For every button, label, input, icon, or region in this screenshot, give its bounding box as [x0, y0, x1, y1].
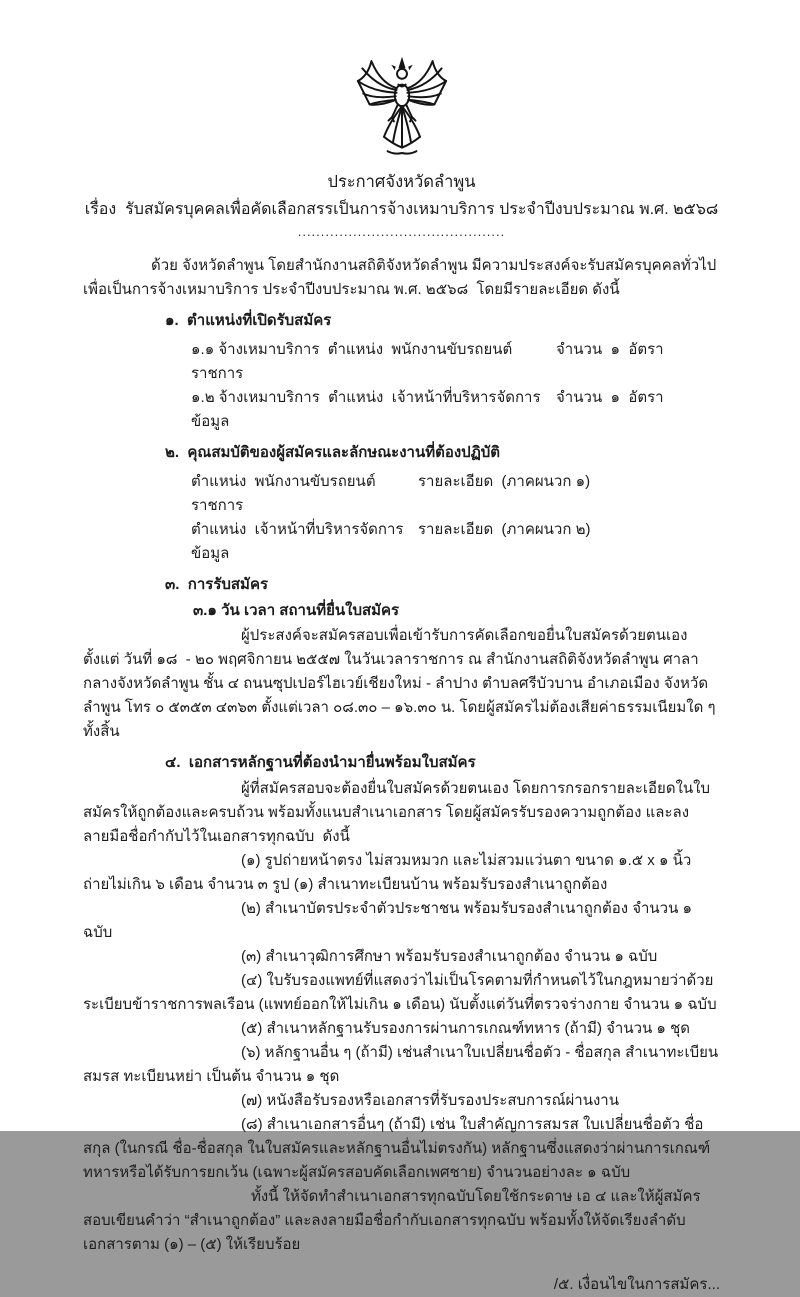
- qualification-position: ตำแหน่ง พนักงานขับรถยนต์ราชการ: [191, 473, 376, 514]
- section-1-items: [83, 338, 720, 434]
- emblem-container: [83, 0, 720, 164]
- subject-line: เรื่อง รับสมัครบุคคลเพื่อคัดเลือกสรรเป็นการจ้างเหมาบริการ ประจำปีงบประมาณ พ.ศ. ๒๕๖๘: [84, 201, 719, 218]
- qualification-position: ตำแหน่ง เจ้าหน้าที่บริหารจัดการข้อมูล: [191, 521, 404, 562]
- position-item-count: จำนวน ๑ อัตรา: [556, 341, 664, 358]
- qualification-row: [191, 470, 720, 518]
- title-block: [83, 170, 720, 240]
- document-body: [83, 254, 720, 1297]
- document-item-2: (๒) สำเนาบัตรประจำตัวประชาชน พร้อมรับรองสำเนาถูกต้อง จำนวน ๑ ฉบับ: [83, 900, 697, 941]
- garuda-emblem-icon: [348, 52, 456, 164]
- section-3-heading: ๓. การรับสมัคร: [165, 576, 269, 593]
- section-2-heading: ๒. คุณสมบัติของผู้สมัครและลักษณะงานที่ต้องปฏิบัติ: [165, 444, 501, 461]
- document-item-7: (๗) หนังสือรับรองหรือเอกสารที่รับรองประสบการณ์ผ่านงาน: [241, 1092, 619, 1109]
- intro-paragraph: ด้วย จังหวัดลำพูน โดยสำนักงานสถิติจังหวัดลำพูน มีความประสงค์จะรับสมัครบุคคลทั่วไป เพื่อเป็นการจ้างเหมาบริการ ประจำปีงบประมาณ พ.ศ. ๒๕๖๘ โดยมีรายละเอียด ดังนี้: [83, 257, 721, 298]
- document-item-3: (๓) สำเนาวุฒิการศึกษา พร้อมรับรองสำเนาถูกต้อง จำนวน ๑ ฉบับ: [241, 948, 658, 965]
- qualification-row: [191, 518, 720, 566]
- position-item: [191, 386, 720, 434]
- position-item-count: จำนวน ๑ อัตรา: [556, 389, 664, 406]
- continuation-note: /๕. เงื่อนไขในการสมัคร...: [553, 1276, 720, 1293]
- position-item-label: ๑.๑ จ้างเหมาบริการ ตำแหน่ง พนักงานขับรถยนต์ราชการ: [191, 341, 513, 382]
- section-2-rows: [83, 470, 720, 566]
- document-item-4: (๔) ใบรับรองแพทย์ที่แสดงว่าไม่เป็นโรคตามที่กำหนดไว้ในกฎหมายว่าด้วยระเบียบข้าราชการพลเรือน (แพทย์ออกให้ไม่เกิน ๑ เดือน) นับตั้งแต่วันที่ตรวจร่างกาย จำนวน ๑ ฉบับ: [83, 972, 717, 1013]
- section-1-heading: ๑. ตำแหน่งที่เปิดรับสมัคร: [165, 312, 332, 329]
- closing-instruction-paragraph: ทั้งนี้ ให้จัดทำสำเนาเอกสารทุกฉบับโดยใช้กระดาษ เอ ๔ และให้ผู้สมัครสอบเขียนคำว่า “สำเนาถูกต้อง” และลงลายมือชื่อกำกับเอกสารทุกฉบับ พร้อมทั้งให้จัดเรียงลำดับเอกสารตาม (๑) – (๕) ให้เรียบร้อย: [83, 1188, 701, 1253]
- qualification-detail: รายละเอียด (ภาคผนวก ๒): [418, 521, 591, 538]
- document-item-1: (๑) รูปถ่ายหน้าตรง ไม่สวมหมวก และไม่สวมแว่นตา ขนาด ๑.๕ x ๑ นิ้ว ถ่ายไม่เกิน ๖ เดือน จำนวน ๓ รูป (๑) สำเนาทะเบียนบ้าน พร้อมรับรองสำเนาถูกต้อง: [83, 852, 696, 893]
- application-details-paragraph: ผู้ประสงค์จะสมัครสอบเพื่อเข้ารับการคัดเลือกขอยื่นใบสมัครด้วยตนเอง ตั้งแต่ วันที่ ๑๘ - ๒๐ พฤศจิกายน ๒๕๕๗ ในวันเวลาราชการ ณ สำนักงานสถิติจังหวัดลำพูน ศาลากลางจังหวัดลำพูน ชั้น ๔ ถนนซุปเปอร์ไฮเวย์เชียงใหม่ - ลำปาง ตำบลศรีบัวบาน อำเภอเมือง จังหวัดลำพูน โทร ๐ ๕๓๕๓ ๔๓๖๓ ตั้งแต่เวลา ๐๘.๓๐ – ๑๖.๓๐ น. โดยผู้สมัครไม่ต้องเสียค่าธรรมเนียมใด ๆ ทั้งสิ้น: [83, 627, 720, 740]
- position-item-label: ๑.๒ จ้างเหมาบริการ ตำแหน่ง เจ้าหน้าที่บริหารจัดการข้อมูล: [191, 389, 541, 430]
- qualification-detail: รายละเอียด (ภาคผนวก ๑): [418, 473, 591, 490]
- document-item-8: (๘) สำเนาเอกสารอื่นๆ (ถ้ามี) เช่น ใบสำคัญการสมรส ใบเปลี่ยนชื่อตัว ชื่อสกุล (ในกรณี ชื่อ-ชื่อสกุล ในใบสมัครและหลักฐานอื่นไม่ตรงกัน) หลักฐานซึ่งแสดงว่าผ่านการเกณฑ์ทหารหรือได้รับการยกเว้น (เฉพาะผู้สมัครสอบคัดเลือกเพศชาย) จำนวนอย่างละ ๑ ฉบับ: [83, 1116, 711, 1181]
- section-3-1-subheading: ๓.๑ วัน เวลา สถานที่ยื่นใบสมัคร: [193, 602, 400, 619]
- documents-intro-paragraph: ผู้ที่สมัครสอบจะต้องยื่นใบสมัครด้วยตนเอง โดยการกรอกรายละเอียดในใบสมัครให้ถูกต้องและครบถ้วน พร้อมทั้งแนบสำเนาเอกสาร โดยผู้สมัครรับรองความถูกต้อง และลงลายมือชื่อกำกับไว้ในเอกสารทุกฉบับ ดังนี้: [83, 780, 710, 845]
- position-item: [191, 338, 720, 386]
- document-item-5: (๕) สำเนาหลักฐานรับรองการผ่านการเกณฑ์ทหาร (ถ้ามี) จำนวน ๑ ชุด: [241, 1020, 691, 1037]
- document-item-6: (๖) หลักฐานอื่น ๆ (ถ้ามี) เช่นสำเนาใบเปลี่ยนชื่อตัว - ชื่อสกุล สำเนาทะเบียนสมรส ทะเบียนหย่า เป็นต้น จำนวน ๑ ชุด: [83, 1044, 719, 1085]
- page-title: ประกาศจังหวัดลำพูน: [327, 173, 476, 191]
- section-4-heading: ๔. เอกสารหลักฐานที่ต้องนำมายื่นพร้อมใบสมัคร: [165, 754, 476, 771]
- divider-dots: .............................................: [297, 224, 506, 239]
